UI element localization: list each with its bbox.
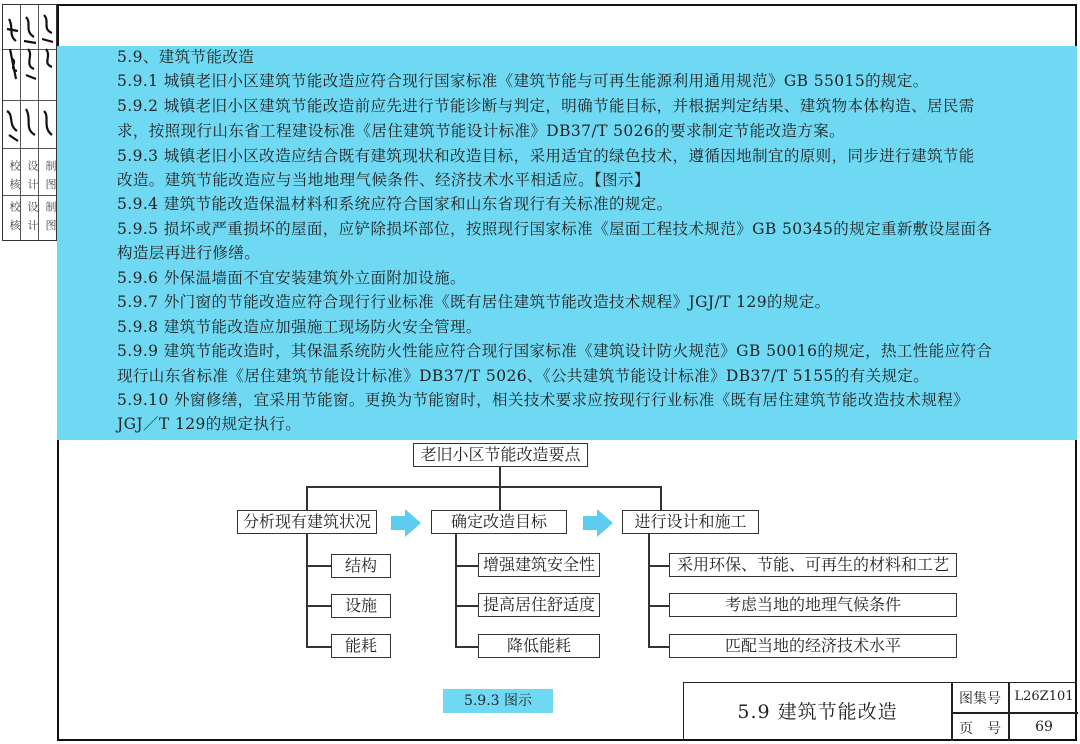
atlas-number-value: L26Z101 [1014, 689, 1074, 704]
clause-line: 现行山东省标准《居住建筑节能设计标准》DB37/T 5026、《公共建筑节能设计标准》DB37/T 5155的有关规定。 [117, 367, 930, 385]
build-economy: 匹配当地的经济技术水平 [669, 634, 957, 658]
clause-line: 5.9.4 建筑节能改造保温材料和系统应符合国家和山东省现行有关标准的规定。 [117, 195, 673, 213]
atlas-number-label: 图集号 [959, 691, 1001, 707]
flow-arrow-icon [391, 509, 421, 537]
figure-caption: 5.9.3 图示 [443, 689, 553, 713]
item-structure: 结构 [331, 554, 391, 578]
clause-line: JGJ／T 129的规定执行。 [117, 415, 302, 433]
clause-line: 5.9.9 建筑节能改造时，其保温系统防火性能应符合现行国家标准《建筑设计防火规范》GB 50016的规定，热工性能应符合 [117, 342, 993, 360]
page-number-value: 69 [1035, 719, 1053, 735]
item-energy: 能耗 [331, 634, 391, 658]
diagram-root-box: 老旧小区节能改造要点 [413, 443, 588, 467]
role-checker-2: 校 核 [8, 201, 21, 233]
clause-line: 求，按照现行山东省工程建设标准《居住建筑节能设计标准》DB37/T 5026的要求制定节能改造方案。 [117, 122, 845, 140]
clause-line: 5.9.7 外门窗的节能改造应符合现行行业标准《既有居住建筑节能改造技术规程》JGJ/T 129的规定。 [117, 293, 831, 311]
step-analyze-box: 分析现有建筑状况 [237, 510, 377, 534]
role-designer-2: 设 计 [26, 201, 39, 233]
goal-energy: 降低能耗 [478, 634, 600, 658]
step-goal-box: 确定改造目标 [431, 510, 567, 534]
clause-line: 5.9.8 建筑节能改造应加强施工现场防火安全管理。 [117, 318, 482, 336]
clause-line: 5.9.1 城镇老旧小区建筑节能改造应符合现行国家标准《建筑节能与可再生能源利用通用规范》GB 55015的规定。 [117, 72, 929, 90]
clause-line: 5.9.2 城镇老旧小区建筑节能改造前应先进行节能诊断与判定，明确节能目标，并根据判定结果、建筑物本体构造、居民需 [117, 97, 975, 115]
role-drafter: 制 图 [44, 160, 57, 192]
signature-column [2, 4, 57, 241]
page-number-label: 页 号 [959, 721, 1001, 737]
build-climate: 考虑当地的地理气候条件 [669, 593, 957, 617]
handwritten-signature-image-2 [4, 105, 56, 145]
item-facilities: 设施 [331, 594, 391, 618]
role-checker: 校 核 [8, 160, 21, 192]
build-materials: 采用环保、节能、可再生的材料和工艺 [669, 553, 957, 577]
clause-line: 5.9.6 外保温墙面不宜安装建筑外立面附加设施。 [117, 269, 466, 287]
goal-comfort: 提高居住舒适度 [478, 593, 600, 617]
clause-line: 构造层再进行修缮。 [117, 244, 261, 262]
clause-line: 改造。建筑节能改造应与当地地理气候条件、经济技术水平相适应。【图示】 [117, 171, 650, 189]
step-build-box: 进行设计和施工 [622, 510, 759, 534]
handwritten-signature-image [4, 9, 56, 99]
role-designer: 设 计 [26, 160, 39, 192]
section-heading: 5.9、建筑节能改造 [117, 48, 255, 66]
role-drafter-2: 制 图 [44, 201, 57, 233]
flow-arrow-icon [583, 509, 613, 537]
clause-line: 5.9.5 损坏或严重损坏的屋面，应铲除损坏部位，按照现行国家标准《屋面工程技术规范》GB 50345的规定重新敷设屋面各 [117, 220, 993, 238]
clause-line: 5.9.10 外窗修缮，宜采用节能窗。更换为节能窗时，相关技术要求应按现行行业标准《既有居住建筑节能改造技术规程》 [117, 391, 970, 409]
goal-safety: 增强建筑安全性 [478, 553, 600, 577]
sheet-title: 5.9 建筑节能改造 [737, 701, 898, 723]
title-block [683, 682, 1077, 741]
clause-line: 5.9.3 城镇老旧小区改造应结合既有建筑现状和改造目标，采用适宜的绿色技术，遵循因地制宜的原则，同步进行建筑节能 [117, 147, 975, 165]
